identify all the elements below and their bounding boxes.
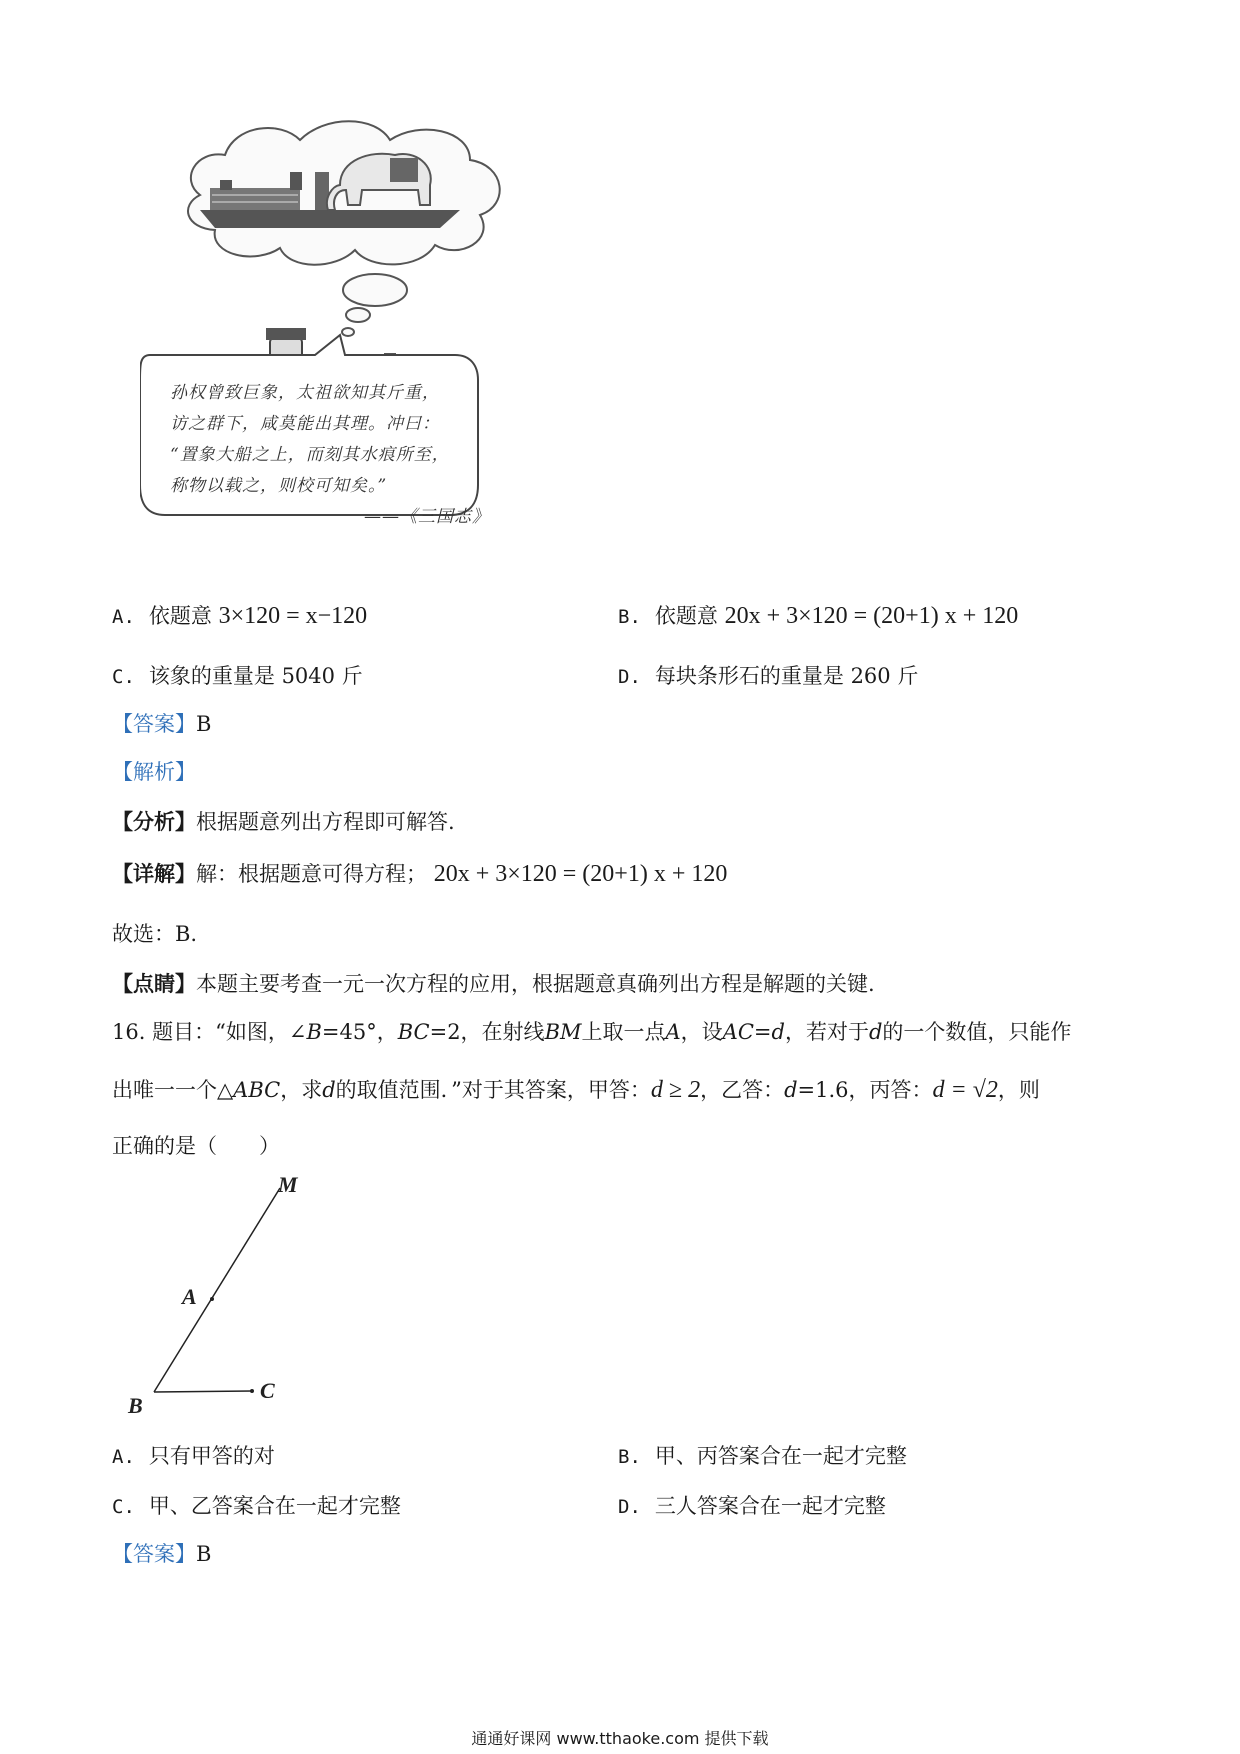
var: BC [397,1020,430,1044]
var: B [306,1020,322,1044]
answer-value: B [196,712,212,736]
q15-option-d [618,660,918,690]
text: ，若对于 [784,1020,869,1044]
page-footer: 通通好课网 www.tthaoke.com 提供下载 [471,1729,769,1748]
option-label: B. [618,1446,641,1468]
option-label: C. [112,666,135,688]
dianjing-tag: 【点睛】 [112,971,196,996]
label-m: M [278,1172,298,1197]
option-text: 只有甲答的对 [148,1444,275,1468]
point-c [250,1389,254,1393]
q15-dianjing [112,968,875,998]
q16-option-a [112,1440,275,1470]
text: 题目：“如图，∠ [152,1020,307,1044]
scroll-line: 孙权曾致巨象，太祖欲知其斤重， [170,383,440,403]
guxuan-text: 故选：B. [112,922,198,946]
var: d [322,1078,336,1102]
q15-analysis-tag [112,756,196,786]
var: d [868,1020,883,1044]
scroll-line: 称物以载之，则校可知矣。” [170,476,388,496]
equation: d = √2 [932,1077,998,1103]
analysis-tag: 【解析】 [112,760,196,784]
option-text: 该象的重量是 5040 斤 [148,664,363,688]
text: 出唯一一个△ [112,1078,234,1102]
var: d [771,1020,785,1044]
inequality: d ≥ 2 [650,1077,701,1103]
text: 正确的是（ ） [112,1134,280,1158]
q15-guxuan [112,918,197,948]
option-text: 甲、丙答案合在一起才完整 [654,1444,907,1468]
q16-line-2 [112,1074,1040,1104]
q15-option-b [618,600,1018,630]
fenxi-tag: 【分析】 [112,809,196,834]
q16-answer [112,1538,211,1568]
option-text: 甲、乙答案合在一起才完整 [148,1494,401,1518]
label-b: B [128,1393,143,1418]
q16-option-b [618,1440,907,1470]
option-text: 三人答案合在一起才完整 [654,1494,886,1518]
question-number: 16. [112,1020,146,1044]
text: =2，在射线 [429,1020,545,1044]
q16-option-d [618,1490,886,1520]
option-prefix: 依题意 [148,604,212,628]
text: ，求 [280,1078,323,1102]
scroll-text [170,378,510,533]
xiangjie-equation: 20x + 3×120 = (20+1) x + 120 [433,861,728,887]
option-label: B. [618,606,641,628]
answer-tag: 【答案】 [112,712,196,736]
option-label: A. [112,1446,135,1468]
option-label: A. [112,606,135,628]
label-c: C [260,1378,275,1403]
q15-option-c [112,660,363,690]
label-a: A [182,1284,197,1309]
xiangjie-text: 解：根据题意可得方程； [196,862,427,886]
q16-option-c [112,1490,401,1520]
option-label: D. [618,666,641,688]
q15-answer [112,708,211,738]
ray-bm [154,1188,280,1392]
text: =45°， [321,1020,398,1044]
option-equation: 3×120 = x−120 [218,603,368,629]
var: ABC [233,1078,281,1102]
var: d [784,1078,798,1102]
var: BM [544,1020,582,1044]
answer-tag: 【答案】 [112,1542,196,1566]
q15-xiangjie [112,858,727,888]
text: ，则 [997,1078,1040,1102]
text: 的一个数值，只能作 [882,1020,1072,1044]
text: =1.6，丙答： [797,1078,933,1102]
text: 的取值范围．”对于其答案，甲答： [335,1078,651,1102]
q15-option-a [112,600,367,630]
text: = [753,1020,772,1044]
fenxi-text: 根据题意列出方程即可解答. [196,810,455,834]
scroll-source: ——《三国志》 [364,507,490,527]
point-a [210,1297,214,1301]
segment-bc [154,1391,252,1392]
var: A [665,1020,681,1044]
q16-line-1 [112,1016,1071,1046]
dianjing-text: 本题主要考查一元一次方程的应用，根据题意真确列出方程是解题的关键. [196,972,875,996]
text: ，设 [680,1020,723,1044]
scroll-line: “置象大船之上，而刻其水痕所至， [170,445,450,465]
xiangjie-tag: 【详解】 [112,861,196,886]
option-prefix: 依题意 [654,604,718,628]
var: AC [722,1020,754,1044]
geometry-figure [110,1170,330,1420]
text: ，乙答： [700,1078,785,1102]
option-label: D. [618,1496,641,1518]
q15-fenxi [112,806,455,836]
option-label: C. [112,1496,135,1518]
answer-value: B [196,1542,212,1566]
option-text: 每块条形石的重量是 260 斤 [654,664,919,688]
option-equation: 20x + 3×120 = (20+1) x + 120 [724,603,1019,629]
q16-line-3 [112,1130,280,1160]
scroll-line: 访之群下，咸莫能出其理。冲曰： [170,414,440,434]
text: 上取一点 [581,1020,666,1044]
